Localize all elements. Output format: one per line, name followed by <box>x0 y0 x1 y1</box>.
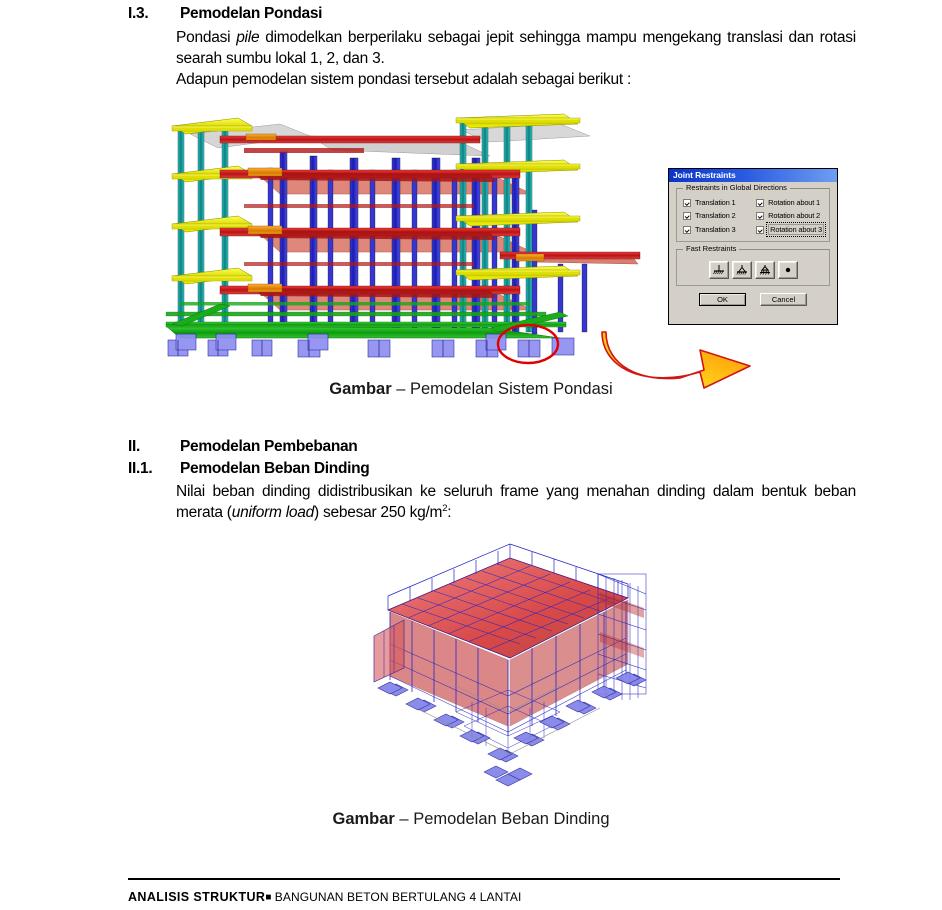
figure-beban-dinding-caption-text: Pemodelan Beban Dinding <box>413 810 610 828</box>
fixed-support-icon <box>712 264 726 276</box>
checkbox-translation-1[interactable] <box>683 198 750 207</box>
checkbox-rotation-about-2-box[interactable] <box>756 212 764 220</box>
footer <box>128 890 521 904</box>
checkbox-translation-2-box[interactable] <box>683 212 691 220</box>
restraints-checkbox-grid <box>683 198 824 235</box>
restraints-global-directions-group <box>676 183 830 242</box>
heading-i3 <box>128 5 322 23</box>
paragraph-i3-2: Adapun pemodelan sistem pondasi tersebut adalah sebagai berikut : <box>176 71 632 88</box>
paragraph-ii1-end: : <box>447 504 452 521</box>
roller-support-button[interactable] <box>755 261 775 279</box>
free-support-button[interactable] <box>778 261 798 279</box>
roller-support-icon <box>758 264 772 276</box>
figure-pondasi-caption <box>0 380 942 399</box>
figure-pondasi-image <box>160 112 640 372</box>
figure-beban-dinding-caption <box>0 810 942 829</box>
fast-restraints-group <box>676 244 830 286</box>
cancel-button[interactable] <box>760 293 807 306</box>
figure-beban-dinding-caption-label: Gambar <box>332 810 395 828</box>
checkbox-rotation-about-2[interactable] <box>756 211 824 220</box>
fast-restraints-button-row <box>683 261 824 279</box>
figure-pondasi-caption-text: Pemodelan Sistem Pondasi <box>410 380 613 398</box>
dialog-button-row <box>676 293 830 306</box>
ok-button-label: OK <box>717 295 728 304</box>
checkbox-translation-2[interactable] <box>683 211 750 220</box>
checkbox-translation-3-box[interactable] <box>683 226 691 234</box>
paragraph-ii1 <box>176 481 856 523</box>
fixed-support-button[interactable] <box>709 261 729 279</box>
heading-i3-number: I.3. <box>128 5 149 22</box>
paragraph-i3-1-pre: Pondasi <box>176 29 237 46</box>
pinned-support-icon <box>735 264 749 276</box>
dialog-title-text: Joint Restraints <box>673 170 736 180</box>
pinned-support-button[interactable] <box>732 261 752 279</box>
heading-ii <box>128 438 357 456</box>
joint-restraints-dialog[interactable] <box>668 168 838 325</box>
heading-ii-number: II. <box>128 438 141 455</box>
dialog-body <box>669 182 837 321</box>
checkbox-rotation-about-3-label: Rotation about 3 <box>770 225 822 234</box>
checkbox-rotation-about-3-box[interactable] <box>756 226 764 234</box>
fast-restraints-group-legend: Fast Restraints <box>683 244 739 253</box>
figure-pondasi-caption-dash: – <box>391 380 410 398</box>
checkbox-rotation-about-2-label: Rotation about 2 <box>768 211 820 220</box>
cancel-button-label: Cancel <box>771 295 796 304</box>
paragraph-ii1-italic: uniform load <box>231 504 315 521</box>
restraints-group-legend: Restraints in Global Directions <box>683 183 790 192</box>
heading-ii1-number: II.1. <box>128 460 153 477</box>
checkbox-translation-2-label: Translation 2 <box>695 211 736 220</box>
sap2000-wall-load-model-svg <box>360 540 660 800</box>
checkbox-translation-1-box[interactable] <box>683 199 691 207</box>
footer-title: ANALISIS STRUKTUR <box>128 890 266 904</box>
paragraph-i3-1-post: dimodelkan berperilaku sebagai jepit sehingga mampu mengekang translasi dan rotasi searah sumbu lokal 1, 2, dan 3. <box>176 29 856 67</box>
dialog-title-bar <box>669 169 837 182</box>
footer-subtitle: BANGUNAN BETON BERTULANG 4 LANTAI <box>274 890 522 904</box>
checkbox-translation-1-label: Translation 1 <box>695 198 736 207</box>
figure-beban-dinding-caption-dash: – <box>394 810 414 828</box>
heading-ii1 <box>128 460 369 478</box>
checkbox-rotation-about-1-box[interactable] <box>756 199 764 207</box>
paragraph-ii1-pre: Nilai beban dinding didistribusikan ke seluruh frame yang menahan dinding dalam bentuk beban merata ( <box>176 483 856 521</box>
paragraph-i3-1-italic: pile <box>236 29 260 46</box>
paragraph-i3-1 <box>176 27 856 69</box>
heading-ii1-title: Pemodelan Beban Dinding <box>180 460 370 477</box>
checkbox-translation-3-label: Translation 3 <box>695 225 736 234</box>
sap2000-frame-model-svg <box>160 112 640 372</box>
checkbox-rotation-about-3[interactable] <box>756 224 824 235</box>
checkbox-translation-3[interactable] <box>683 224 750 235</box>
figure-beban-dinding-image <box>360 540 660 800</box>
heading-i3-title: Pemodelan Pondasi <box>180 5 323 22</box>
free-support-icon <box>781 264 795 276</box>
heading-ii-title: Pemodelan Pembebanan <box>180 438 358 455</box>
paragraph-ii1-mid: ) sebesar 250 kg/m <box>314 504 443 521</box>
checkbox-rotation-about-1[interactable] <box>756 198 824 207</box>
footer-divider <box>128 878 840 880</box>
checkbox-rotation-about-1-label: Rotation about 1 <box>768 198 820 207</box>
ok-button[interactable] <box>699 293 746 306</box>
footer-separator-icon: ■ <box>265 892 272 903</box>
figure-pondasi-caption-label: Gambar <box>329 380 392 398</box>
paragraph-ii1-superscript: 2 <box>442 502 448 514</box>
